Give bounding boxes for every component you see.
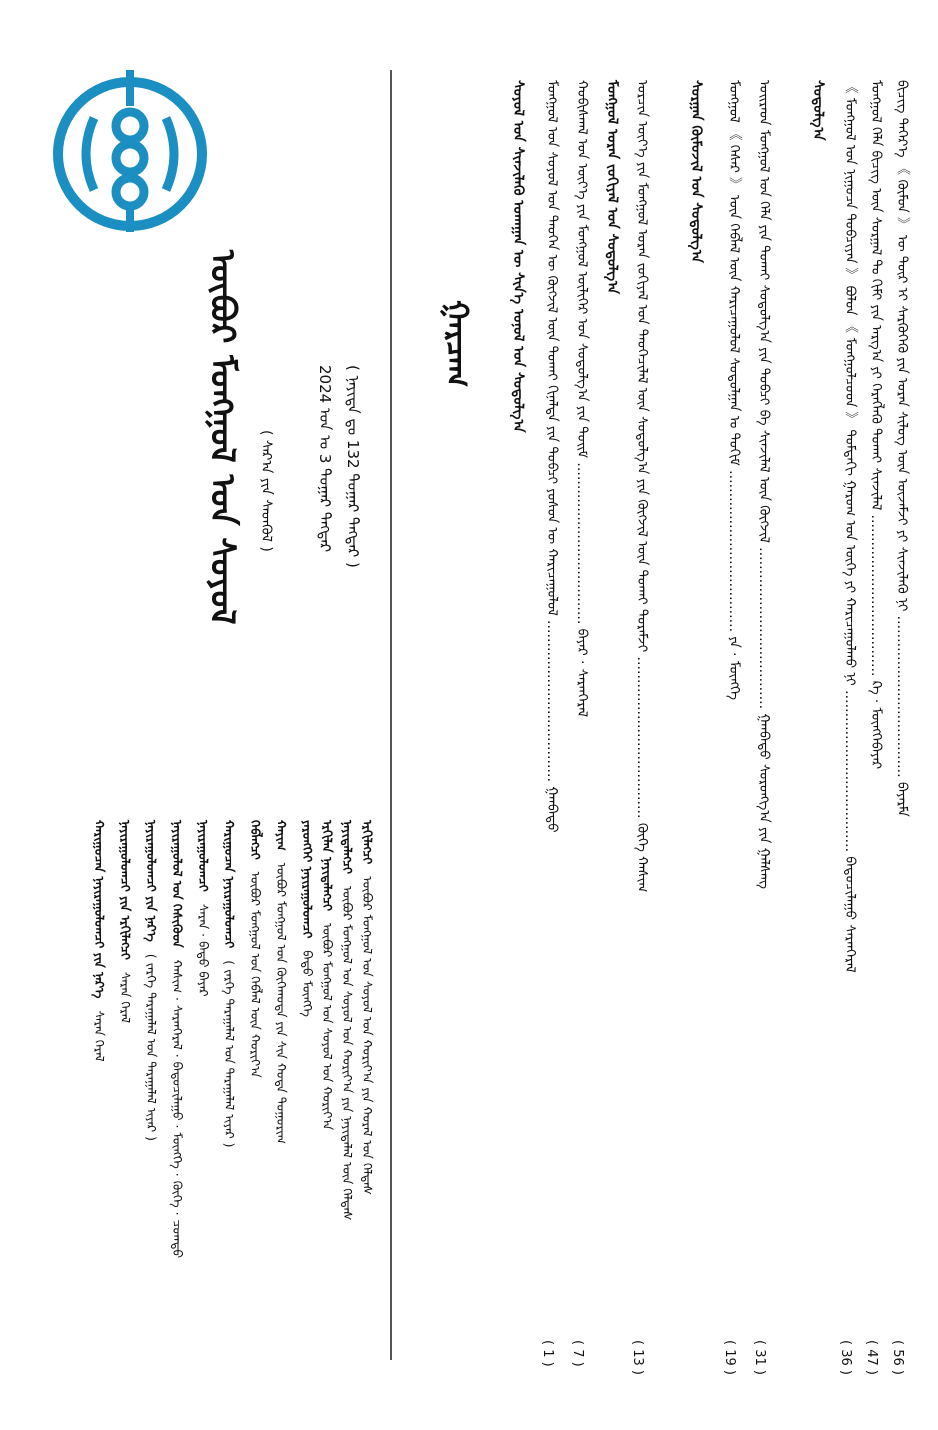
issue-number: ( ᠨᠡᠶᠢᠲᠡ ᠳᠤ 132 ᠳᠤᠭᠠᠷ ᠳᠡᠭᠲᠡᠷ ) xyxy=(344,365,362,568)
journal-subtitle: ( ᠰᠠᠷ᠎ᠠ ᠶᠢᠨ ᠰᠡᠳᠭᠦᠯ ) xyxy=(258,430,274,552)
toc-entry[interactable]: ᠣᠢᠷᠠᠳ ᠮᠣᠩᠭᠣᠯ ᠤᠨ ᠬᠡᠯᠡ ᠶᠢᠨ ᠲᠤᠬᠠᠢ ᠰᠤᠳᠤᠯᠭ᠎ᠠ ᠶᠢᠨ ᠲᠣᠪᠴᠢ ᠪᠠ ᠰᠢᠨᠵᠢᠯᠡᠯ ᠦᠨ ᠬᠥᠭᠵᠢᠯ ……………………………… ᠭᠠᠨᠪᠠᠲᠤ ᠰᠤᠷᠤᠩᠭ᠎ᠠ ᠶᠢᠨ ᠭᠠᠯᠰᠠᠩ xyxy=(756,80,772,890)
section-heading: ᠰᠤᠷᠭᠠᠨ ᠬᠦᠮᠦᠵᠢᠯ ᠤᠨ ᠰᠤᠳᠤᠯᠭ᠎ᠠ xyxy=(688,80,704,263)
toc-page-number: ( 31 ) xyxy=(752,1340,767,1375)
toc-page-number: ( 1 ) xyxy=(540,1340,555,1367)
staff-item: ᠬᠠᠶᠢᠭ ᠥᠪᠥᠷ ᠮᠣᠩᠭᠣᠯ ᠤᠨ ᠬᠥᠬᠡᠬᠣᠲᠠ ᠶᠢᠨ ᠰᠢᠨ ᠬᠣᠲᠠ ᠲᠣᠭᠣᠷᠢᠭ xyxy=(274,820,289,1144)
section-heading: ᠰᠣᠶᠣᠯ ᠤᠨ ᠰᠢᠨᠵᠢᠯᠡᠬᠦ ᠤᠬᠠᠭᠠᠨ ᠦ ᠰᠢᠨ᠎ᠡ ᠣᠨᠣᠯ ᠤᠨ ᠰᠤᠳᠤᠯᠭ᠎ᠠ xyxy=(510,80,526,433)
staff-item: ᠶᠡᠷᠦᠩᠬᠡᠢ ᠨᠠᠶᠢᠷᠠᠭᠤᠯᠤᠭᠴᠢ ᠪᠠᠲᠤ ᠮᠥᠩᠬᠡ xyxy=(300,820,315,1017)
toc-entry[interactable]: ᠣᠷᠴᠢᠨ ᠦᠶ᠎ᠡ ᠶᠢᠨ ᠮᠣᠩᠭᠣᠯ ᠤᠷᠠᠨ ᠵᠣᠬᠢᠶᠠᠯ ᠤᠨ ᠲᠡᠦᠬᠡᠴᠢᠯᠡᠯ ᠦᠨ ᠰᠤᠳᠤᠯᠭ᠎ᠠ ᠶᠢᠨ ᠬᠥᠭᠵᠢᠯ ᠦᠨ ᠲᠤᠬᠠᠢ ᠳᠣᠷᠠᠮᠵᠢ ……………………………… ᠬᠥᠬᠡ ᠬᠠᠰᠢᠭ xyxy=(634,80,650,893)
staff-item: ᠨᠠᠶᠢᠷᠠᠭᠤᠯᠤᠭᠴᠢ ᠶᠢᠨ ᠨᠡᠷ᠎ᠡ ( ᠵᠡᠷᠭᠡ ᠳᠠᠷᠠᠭᠠᠯᠠᠯ ᠤᠨ ᠳᠠᠷᠠᠭᠠᠯᠠᠯ ᠢᠶᠠᠷ ) xyxy=(144,820,159,1142)
contents-heading: ᠭᠠᠷᠴᠠᠭ xyxy=(439,300,474,388)
toc-page-number: ( 19 ) xyxy=(722,1340,737,1375)
toc-entry[interactable]: ᠮᠣᠩᠭᠣᠯ 《 ᠭᠡᠰᠡᠷ 》 ᠦᠨ ᠬᠡᠪᠯᠡᠯ ᠦᠨ ᠬᠠᠷᠢᠴᠠᠭᠤᠯᠤᠯ ᠰᠣᠳᠤᠯᠭᠠᠨ ᠤ ᠲᠣᠭᠢᠮ ……………………………… ᠶᠠ · ᠮᠥᠩᠬᠡ xyxy=(726,80,742,700)
toc-page-number: ( 7 ) xyxy=(570,1340,585,1367)
staff-item: ᠡᠷᠬᠢᠯᠡᠨ ᠨᠡᠶᠢᠲᠡᠯᠡᠭᠴᠢ ᠥᠪᠥᠷ ᠮᠣᠩᠭᠣᠯ ᠤᠨ ᠰᠣᠶᠣᠯ ᠤᠨ ᠬᠣᠷᠢᠶ᠎ᠠ xyxy=(320,820,335,1131)
staff-item: ᠨᠠᠶᠢᠷᠠᠭᠤᠯᠤᠭᠴᠢ ᠰᠠᠷᠠᠨ · ᠪᠠᠲᠤ ᠪᠠᠶᠠᠷ xyxy=(196,820,211,997)
toc-entry[interactable]: ᠪᠢᠴᠢᠭ᠌ ᠳᠡᠭᠡᠷ᠎ᠡ 《 ᠬᠦᠮᠦᠨ 》 ᠦ ᠳᠦᠷ ᠢ ᠰᠡᠷᠭᠦᠭᠡᠬᠦ ᠶᠢᠨ ᠤᠷᠠᠨ ᠰᠢᠯᠦᠭ ᠦᠨ ᠦᠵᠡᠮᠵᠢ ᠶᠢ ᠰᠢᠨᠵᠢᠯᠡᠬᠦ ᠨᠢ ……………………………… ᠪᠠᠶᠠᠷᠮᠠ xyxy=(894,80,910,817)
staff-item: ᠡᠷᠬᠢᠯᠡᠭᠴᠢ ᠥᠪᠥᠷ ᠮᠣᠩᠭᠣᠯ ᠤᠨ ᠰᠣᠶᠣᠯ ᠤᠨ ᠬᠣᠷᠢᠶ᠎ᠠ ᠶᠢᠨ ᠬᠤᠷᠠᠯ ᠤᠨ ᠬᠡᠯᠲᠡᠰ xyxy=(360,820,375,1196)
toc-page-number: ( 56 ) xyxy=(890,1340,905,1375)
section-heading: ᠰᠤᠳᠤᠯᠭ᠎ᠠ xyxy=(810,80,826,141)
staff-item: ᠨᠠᠶᠢᠷᠠᠭᠤᠯᠤᠭᠴᠢ ᠶᠢᠨ ᠡᠷᠬᠢᠯᠡᠭᠴᠢ ᠰᠠᠷᠠᠨ ᠭᠡᠷᠡᠯ xyxy=(118,820,133,1024)
toc-entry[interactable]: ᠮᠣᠩᠭᠣᠯ ᠤᠨ ᠰᠣᠶᠣᠯ ᠤᠨ ᠲᠡᠦᠬᠡᠨ ᠦ ᠬᠥᠭᠵᠢᠯ ᠦᠨ ᠲᠤᠬᠠᠢ ᠬᠢᠨᠠᠯᠲᠠ ᠶᠢᠨ ᠲᠣᠪᠴᠢ ᠶᠣᠰᠣᠨ ᠦ ᠬᠠᠷᠢᠴᠠᠭᠤᠯᠤᠯ ……………………………… ᠭᠠᠨᠪᠠᠲᠤ xyxy=(544,80,560,833)
staff-item: ᠨᠠᠶᠢᠷᠠᠭᠤᠯᠤᠯ ᠤᠨ ᠭᠡᠰᠢᠭᠦᠳ ᠬᠠᠰᠢᠭ · ᠰᠠᠷᠠᠨᠭᠡᠷᠡᠯ · ᠪᠠᠲᠤᠴᠢᠯᠠᠭᠤ · ᠮᠥᠩᠬᠡ · ᠬᠥᠬᠡ · ᠴᠣᠭᠲᠤ xyxy=(170,820,185,1259)
toc-entry[interactable]: 《 ᠮᠣᠩᠭᠣᠯ ᠤᠨ ᠨᠢᠭᠤᠴᠠ ᠲᠣᠪᠴᠢᠶᠠᠨ 》 ᠪᠣᠯᠤᠨ 《 ᠮᠣᠩᠭᠣᠯᠴᠤᠳ 》 ᠳᠤᠮᠳᠠᠬᠢ ᠭᠠᠷᠤᠭ ᠤᠨ ᠦᠭᠡ ᠶᠢ ᠬᠠᠷᠢᠴᠠᠭᠤᠯᠬᠤ ᠨᠢ ……………………………… ᠪᠠᠲᠤᠴᠢᠯᠠᠭᠤ ᠰᠠᠷᠠᠨᠭᠡᠷᠡᠯ xyxy=(842,80,858,973)
toc-page-number: ( 36 ) xyxy=(838,1340,853,1375)
staff-item: ᠬᠠᠷᠢᠭᠤᠴᠠᠨ ᠨᠠᠶᠢᠷᠠᠭᠤᠯᠤᠭᠴᠢ ( ᠵᠡᠷᠭᠡ ᠳᠠᠷᠠᠭᠠᠯᠠᠯ ᠤᠨ ᠳᠠᠷᠠᠭᠠᠯᠠᠯ ᠢᠶᠠᠷ ) xyxy=(222,820,237,1148)
journal-logo-icon xyxy=(50,66,210,236)
staff-item: ᠨᠡᠶᠢᠲᠡᠯᠡᠭᠴᠢ ᠥᠪᠥᠷ ᠮᠣᠩᠭᠣᠯ ᠤᠨ ᠰᠣᠶᠣᠯ ᠤᠨ ᠬᠣᠷᠢᠶ᠎ᠠ ᠶᠢᠨ ᠨᠡᠶᠢᠲᠡᠯᠡᠯ ᠦᠨ ᠬᠡᠯᠲᠡᠰ xyxy=(340,820,355,1221)
toc-entry[interactable]: ᠮᠣᠩᠭᠣᠯ ᠬᠡᠯᠡ ᠪᠢᠴᠢᠭ ᠦᠨ ᠰᠤᠷᠭᠠᠯ ᠲᠤ ᠬᠢᠮᠢ ᠶᠢᠨ ᠠᠷᠭ᠎ᠠ ᠶᠢ ᠬᠡᠷᠡᠭᠯᠡᠬᠦ ᠲᠤᠬᠠᠢ ᠰᠢᠨᠵᠢᠯᠡᠯ ……………………………… ᠺᠠ · ᠮᠥᠩᠬᠡᠪᠠᠶᠠᠷ xyxy=(868,80,884,770)
staff-item: ᠬᠡᠪᠯᠡᠭᠴᠢ ᠥᠪᠥᠷ ᠮᠣᠩᠭᠣᠯ ᠤᠨ ᠬᠡᠪᠯᠡᠯ ᠦᠨ ᠬᠣᠷᠢᠶ᠎ᠠ xyxy=(248,820,263,1078)
staff-item: ᠬᠠᠷᠢᠭᠤᠴᠠᠨ ᠨᠠᠶᠢᠷᠠᠭᠤᠯᠤᠭᠴᠢ ᠶᠢᠨ ᠨᠡᠷ᠎ᠡ ᠰᠠᠷᠠᠨ ᠭᠡᠷᠡᠯ xyxy=(92,820,107,1062)
divider xyxy=(390,70,392,1360)
issue-date: 2024 ᠣᠨ ᠤ 3 ᠳᠤᠭᠠᠷ ᠳᠡᠭᠲᠡᠷ xyxy=(316,365,334,553)
toc-entry[interactable]: ᠬᠤᠪᠢᠰᠬᠠᠯ ᠤᠨ ᠦᠶ᠎ᠡ ᠶᠢᠨ ᠮᠣᠩᠭᠣᠯ ᠦᠯᠢᠭᠡᠷ ᠤᠨ ᠰᠤᠳᠤᠯᠭ᠎ᠠ ᠶᠢᠨ ᠲᠣᠢᠮ ……………………………… ᠪᠠᠶᠠᠷ · ᠰᠠᠷᠠᠨᠭᠡᠷᠡᠯ xyxy=(574,80,590,718)
journal-title: ᠥᠪᠥᠷ ᠮᠣᠩᠭᠣᠯ ᠤᠨ ᠰᠣᠶᠣᠯ xyxy=(202,250,242,625)
toc-page-number: ( 13 ) xyxy=(630,1340,645,1375)
section-heading: ᠮᠣᠩᠭᠣᠯ ᠤᠷᠠᠨ ᠵᠣᠬᠢᠶᠠᠯ ᠤᠨ ᠰᠤᠳᠤᠯᠭ᠎ᠠ xyxy=(604,80,620,295)
toc-page-number: ( 47 ) xyxy=(864,1340,879,1375)
